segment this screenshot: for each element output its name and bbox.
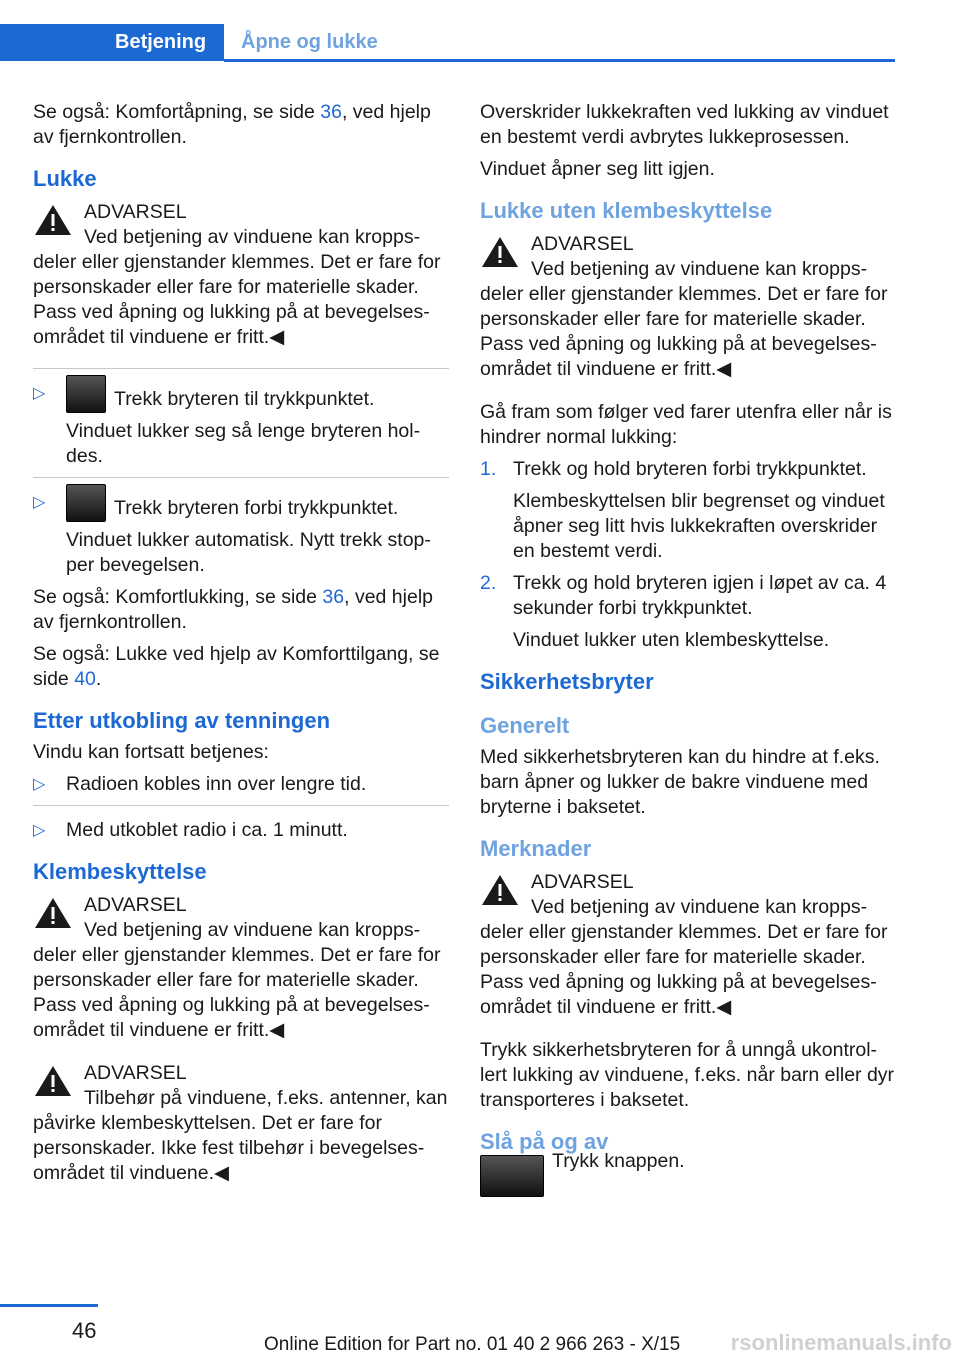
warning-title: ADVARSEL <box>84 201 187 223</box>
list-item: ▷ Trekk bryteren til trykkpunktet. Vinduet lukker seg så lenge bryteren holdes. <box>33 381 449 469</box>
page-link-36[interactable]: 36 <box>320 101 342 123</box>
page-link-40[interactable]: 40 <box>74 668 96 690</box>
paragraph: Vinduet åpner seg litt igjen. <box>480 158 715 180</box>
header-rule <box>224 59 895 62</box>
numbered-step <box>480 457 896 564</box>
intro-paragraph: Se også: Komfortåpning, se side 36, ved hjelp av fjernkontrollen. <box>33 101 431 148</box>
list-item: ▷ Med utkoblet radio i ca. 1 minutt. <box>33 819 348 841</box>
list-item-text: Vinduet lukker seg så lenge bryteren holdes. <box>66 420 421 467</box>
warning-text: Ved betjening av vinduene kan kroppsdeler eller gjenstander klemmes. Det er fare for personskader eller fare for materielle skader. Pass ved åpning og lukking på at bevegelsesområdet til vinduene er fritt.◀ <box>480 896 888 1018</box>
step-number: 1. <box>480 458 497 480</box>
heading-etter: Etter utkobling av tenningen <box>33 708 331 733</box>
warning-text: Ved betjening av vinduene kan kroppsdeler eller gjenstander klemmes. Det er fare for personskader eller fare for materielle skader. Pass ved åpning og lukking på at bevegelsesområdet til vinduene er fritt.◀ <box>480 258 888 380</box>
step-title: Trekk og hold bryteren forbi trykkpunktet. <box>513 458 867 480</box>
warning-triangle-icon <box>33 202 73 238</box>
numbered-step <box>480 571 896 653</box>
section-label: Betjening <box>115 31 207 53</box>
page-number: 46 <box>72 1318 97 1343</box>
paragraph: Gå fram som følger ved farer utenfra eller når is hindrer normal lukking: <box>480 401 892 448</box>
triangle-bullet-icon: ▷ <box>33 822 46 839</box>
heading-uten-klembeskyttelse: Lukke uten klembeskyttelse <box>480 198 773 223</box>
warning-triangle-icon <box>480 872 520 908</box>
section-tab[interactable] <box>0 24 224 61</box>
warning-title: ADVARSEL <box>84 894 187 916</box>
page-header <box>0 0 895 62</box>
paragraph: Med sikkerhetsbryteren kan du hindre at f.eks. barn åpner og lukker de bakre vinduene med bryterne i baksetet. <box>480 746 880 818</box>
warning-title: ADVARSEL <box>84 1062 187 1084</box>
step-text: Vinduet lukker uten klembeskyttelse. <box>513 629 830 651</box>
child-lock-button-icon <box>480 1155 544 1197</box>
warning-block <box>33 200 449 350</box>
instruction-text: Trykk knappen. <box>552 1150 685 1173</box>
komfort-paragraph: Se også: Komfortlukking, se side 36, ved hjelp av fjernkontrollen. <box>33 586 434 633</box>
divider <box>33 805 449 806</box>
step-text: Klembeskyttelsen blir begrenset og vinduet åpner seg litt hvis lukkekraften overskrider en bestemt verdi. <box>513 490 885 562</box>
heading-klembeskyttelse: Klembeskyttelse <box>33 859 207 884</box>
paragraph: Trykk sikkerhetsbryteren for å unngå ukontrollert lukking av vinduene, f.eks. når barn eller dyr transporteres i baksetet. <box>480 1039 895 1111</box>
triangle-bullet-icon: ▷ <box>33 385 46 402</box>
footer-rule <box>0 1304 98 1307</box>
warning-triangle-icon <box>480 234 520 270</box>
triangle-bullet-icon: ▷ <box>33 494 46 511</box>
triangle-bullet-icon: ▷ <box>33 776 46 793</box>
heading-slaa-paa-og-av: Slå på og av <box>480 1129 609 1154</box>
warning-block <box>33 893 449 1043</box>
divider <box>33 477 449 478</box>
warning-text: Ved betjening av vinduene kan kroppsdeler eller gjenstander klemmes. Det er fare for personskader eller fare for materielle skader. Pass ved åpning og lukking på at bevegelsesområdet til vinduene er fritt.◀ <box>33 226 441 348</box>
warning-triangle-icon <box>33 895 73 931</box>
page-link-36[interactable]: 36 <box>322 586 345 608</box>
step-number: 2. <box>480 572 497 594</box>
paragraph: Overskrider lukkekraften ved lukking av vinduet en bestemt verdi avbrytes lukkeprosessen. <box>480 101 889 148</box>
warning-title: ADVARSEL <box>531 871 634 893</box>
heading-lukke: Lukke <box>33 166 97 191</box>
edition-text: Online Edition for Part no. 01 40 2 966 263 - X/15 <box>264 1334 681 1355</box>
list-item: ▷ Trekk bryteren forbi trykkpunktet. Vinduet lukker automatisk. Nytt trekk stopper bevegelsen. <box>33 490 449 578</box>
watermark: rsonlinemanuals.info <box>730 1330 952 1355</box>
window-switch-icon <box>66 375 106 413</box>
heading-generelt: Generelt <box>480 713 570 738</box>
warning-text: Tilbehør på vinduene, f.eks. antenner, kan påvirke klembeskyttelsen. Det er fare for personskader. Ikke fest tilbehør i bevegelsesområdet til vinduene.◀ <box>33 1087 448 1184</box>
heading-merknader: Merknader <box>480 836 592 861</box>
right-column <box>480 100 896 1203</box>
warning-title: ADVARSEL <box>531 233 634 255</box>
list-item: ▷ Radioen kobles inn over lengre tid. <box>33 773 367 795</box>
button-instruction <box>480 1150 896 1203</box>
tilgang-paragraph: Se også: Lukke ved hjelp av Komforttilgang, se side 40. <box>33 643 440 690</box>
step-title: Trekk og hold bryteren igjen i løpet av ca. 4 sekunder forbi trykkpunktet. <box>513 572 887 619</box>
warning-text: Ved betjening av vinduene kan kroppsdeler eller gjenstander klemmes. Det er fare for personskader eller fare for materielle skader. Pass ved åpning og lukking på at bevegelsesområdet til vinduene er fritt.◀ <box>33 919 441 1041</box>
subsection-tab[interactable]: Åpne og lukke <box>241 31 378 53</box>
left-column <box>33 100 449 1204</box>
list-item-text: Vinduet lukker automatisk. Nytt trekk stopper bevegelsen. <box>66 529 431 576</box>
heading-sikkerhetsbryter: Sikkerhetsbryter <box>480 669 654 694</box>
warning-block <box>480 232 896 382</box>
warning-triangle-icon <box>33 1063 73 1099</box>
etter-paragraph: Vindu kan fortsatt betjenes: <box>33 741 269 763</box>
warning-block <box>33 1061 449 1186</box>
warning-block <box>480 870 896 1020</box>
divider <box>33 368 449 369</box>
window-switch-icon <box>66 484 106 522</box>
